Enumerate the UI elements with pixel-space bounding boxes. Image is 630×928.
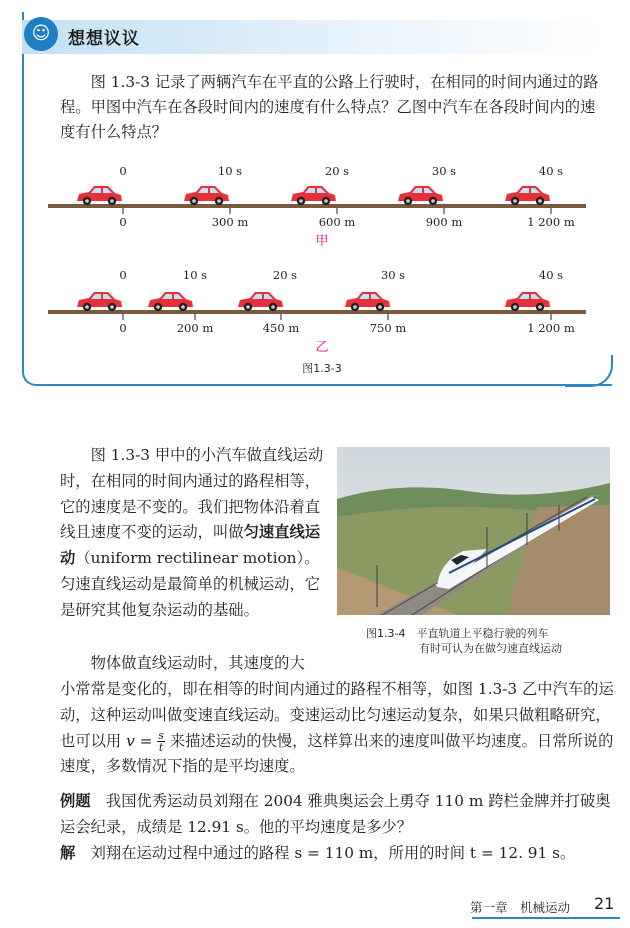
road-yi [48, 310, 586, 314]
jia-time-3: 30 s [431, 164, 457, 178]
yi-time-2: 20 s [272, 268, 298, 282]
discussion-intro-text: 图 1.3-3 记录了两辆汽车在平直的公路上行驶时，在相同的时间内通过的路程。甲图中汽车在各段时间内的速度有什么特点？乙图中汽车在各段时间内的速度有什么特点？ [60, 73, 599, 141]
jia-time-4: 40 s [538, 164, 564, 178]
page-number: 21 [594, 894, 615, 913]
jia-time-1: 10 s [217, 164, 243, 178]
car-icon [148, 292, 193, 311]
jia-time-labels [119, 164, 563, 178]
photo-caption [366, 626, 606, 656]
example-problem [60, 789, 615, 841]
solution-label: 解 [60, 844, 76, 862]
yi-distance-1: 200 m [176, 321, 214, 335]
jia-distance-1: 300 m [211, 215, 249, 229]
formula-v: v [126, 731, 135, 750]
jia-time-0: 0 [119, 164, 127, 178]
photo-caption-line-2: 有时可认为在做匀速直线运动 [419, 642, 562, 655]
yi-time-1: 10 s [182, 268, 208, 282]
car-icon [184, 186, 229, 205]
thinking-face-icon: ☺ [24, 17, 58, 51]
yi-time-4: 40 s [538, 268, 564, 282]
yi-label: 乙 [315, 340, 329, 355]
footer-rule [472, 917, 620, 919]
formula-equals: = [134, 731, 158, 750]
car-icon [345, 292, 390, 311]
para3-text-a: 小常常是变化的，即在相等的时间内通过的路程不相等，如图 1.3-3 乙中汽车的运动，这种运动叫做变速直线运动。变速运动比匀速运动复杂，如果只做粗略研究，也可以用 [60, 680, 614, 750]
yi-distance-2: 450 m [262, 321, 300, 335]
formula-numerator: s [158, 729, 164, 743]
road-jia [48, 204, 586, 208]
paragraph-uniform-motion [60, 443, 328, 624]
car-icon [505, 186, 550, 205]
example-text: 我国优秀运动员刘翔在 2004 雅典奥运会上勇夺 110 m 跨栏金牌并打破奥运会纪录，成绩是 12.91 s。他的平均速度是多少？ [60, 792, 611, 836]
example-label: 例题 [60, 792, 91, 810]
yi-distance-4: 1 200 m [527, 321, 575, 335]
jia-distance-2: 600 m [318, 215, 356, 229]
car-icon [238, 292, 283, 311]
car-icon [505, 292, 550, 311]
formula-denominator: t [158, 741, 164, 755]
para1-end-text: （uniform rectilinear motion）。匀速直线运动是最简单的机械运动，它是研究其他复杂运动的基础。 [60, 549, 321, 619]
chapter-footer: 第一章 机械运动 [470, 900, 571, 915]
formula-fraction [157, 730, 165, 753]
yi-time-3: 30 s [380, 268, 406, 282]
paragraph-variable-motion-start: 物体做直线运动时，其速度的大 [90, 654, 305, 672]
yi-distance-3: 750 m [369, 321, 407, 335]
jia-distance-4: 1 200 m [527, 215, 575, 229]
yi-distance-0: 0 [119, 321, 127, 335]
jia-cars [77, 186, 550, 205]
yi-cars [77, 292, 550, 311]
example-solution [60, 841, 615, 867]
jia-label: 甲 [315, 234, 329, 249]
paragraph-variable-motion [60, 677, 615, 780]
para1-text: 图 1.3-3 甲中的小汽车做直线运动时，在相同的时间内通过的路程相等，它的速度是不变的。我们把物体沿着直线且速度不变的运动，叫做 [60, 446, 324, 542]
train-photo [337, 447, 610, 615]
figure-caption: 图1.3-3 [302, 362, 342, 375]
jia-distance-3: 900 m [425, 215, 463, 229]
figure-1-3-3 [0, 0, 630, 400]
car-icon [77, 186, 122, 205]
car-icon [77, 292, 122, 311]
car-icon [398, 186, 443, 205]
term-uniform-rectilinear-motion: 匀速直线运动 [60, 523, 321, 568]
photo-caption-line-1: 图1.3-4 平直轨道上平稳行驶的列车 [366, 627, 549, 640]
car-icon [291, 186, 336, 205]
jia-time-2: 20 s [324, 164, 350, 178]
jia-distance-0: 0 [119, 215, 127, 229]
solution-text: 刘翔在运动过程中通过的路程 s = 110 m，所用的时间 t = 12. 91 s。 [75, 844, 576, 862]
para3-text-b: 来描述运动的快慢，这样算出来的速度叫做平均速度。日常所说的速度，多数情况下指的是平均速度。 [60, 731, 614, 776]
yi-time-0: 0 [119, 268, 127, 282]
discussion-title: 想想议议 [68, 29, 140, 49]
